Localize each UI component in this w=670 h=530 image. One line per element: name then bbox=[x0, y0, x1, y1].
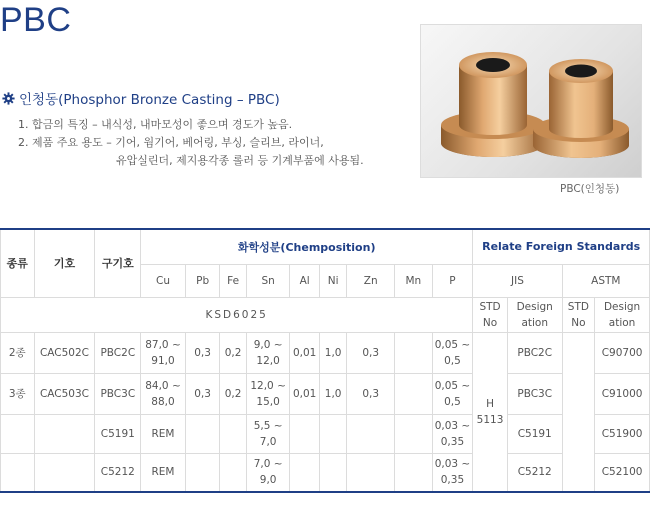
header-cu: Cu bbox=[141, 264, 186, 297]
note-2: 2. 제품 주요 용도 – 기어, 웜기어, 베어링, 부싱, 슬리브, 라이너, bbox=[18, 136, 324, 149]
header-astm: ASTM bbox=[562, 264, 649, 297]
cell-astm: C90700 bbox=[595, 332, 650, 373]
cell-al: 0,01 bbox=[290, 332, 319, 373]
header-pb: Pb bbox=[185, 264, 220, 297]
cell-type bbox=[1, 414, 35, 453]
cell-sn: 12,0 ~ 15,0 bbox=[246, 373, 290, 414]
section-heading bbox=[2, 88, 280, 108]
cell-old-symbol: C5191 bbox=[95, 414, 141, 453]
cell-symbol bbox=[34, 414, 95, 453]
cell-symbol: CAC503C bbox=[34, 373, 95, 414]
cell-jis: C5191 bbox=[507, 414, 562, 453]
cell-al bbox=[290, 453, 319, 492]
cell-zn: 0,3 bbox=[347, 373, 395, 414]
cell-p: 0,05 ~ 0,5 bbox=[432, 332, 473, 373]
cell-p: 0,03 ~ 0,35 bbox=[432, 453, 473, 492]
note-2-continued: 유압실린더, 제지용각종 롤러 등 기계부품에 사용됨. bbox=[116, 154, 364, 167]
cell-type: 2종 bbox=[1, 332, 35, 373]
cell-zn bbox=[347, 453, 395, 492]
cell-p: 0,03 ~ 0,35 bbox=[432, 414, 473, 453]
astm-std-no-header: STD No bbox=[562, 297, 595, 332]
header-jis: JIS bbox=[473, 264, 562, 297]
cell-sn: 7,0 ~ 9,0 bbox=[246, 453, 290, 492]
product-photo bbox=[420, 24, 642, 178]
cell-zn bbox=[347, 414, 395, 453]
cell-type: 3종 bbox=[1, 373, 35, 414]
header-ni: Ni bbox=[319, 264, 346, 297]
cell-mn bbox=[395, 414, 433, 453]
cell-cu: 84,0 ~ 88,0 bbox=[141, 373, 186, 414]
cell-old-symbol: PBC2C bbox=[95, 332, 141, 373]
cell-symbol: CAC502C bbox=[34, 332, 95, 373]
cell-fe bbox=[220, 453, 246, 492]
cell-cu: REM bbox=[141, 453, 186, 492]
cell-sn: 5,5 ~ 7,0 bbox=[246, 414, 290, 453]
header-zn: Zn bbox=[347, 264, 395, 297]
feature-notes bbox=[18, 116, 364, 170]
table-row bbox=[1, 332, 650, 373]
cell-zn: 0,3 bbox=[347, 332, 395, 373]
table-row bbox=[1, 373, 650, 414]
cell-ni bbox=[319, 414, 346, 453]
jis-std-no-header: STD No bbox=[473, 297, 508, 332]
standard-row bbox=[1, 297, 650, 332]
header-chemical-composition: 화학성분(Chemposition) bbox=[141, 229, 473, 264]
cell-old-symbol: C5212 bbox=[95, 453, 141, 492]
header-symbol: 기호 bbox=[34, 229, 95, 297]
cell-al: 0,01 bbox=[290, 373, 319, 414]
cell-fe: 0,2 bbox=[220, 332, 246, 373]
cell-astm: C51900 bbox=[595, 414, 650, 453]
header-al: Al bbox=[290, 264, 319, 297]
astm-std-no bbox=[562, 332, 595, 492]
cell-fe: 0,2 bbox=[220, 373, 246, 414]
astm-designation-header: Design ation bbox=[595, 297, 650, 332]
photo-caption: PBC(인청동) bbox=[560, 183, 620, 195]
cell-type bbox=[1, 453, 35, 492]
composition-table bbox=[0, 228, 650, 493]
cell-astm: C52100 bbox=[595, 453, 650, 492]
cell-mn bbox=[395, 453, 433, 492]
header-row-1 bbox=[1, 229, 650, 264]
cell-pb bbox=[185, 414, 220, 453]
cell-pb bbox=[185, 453, 220, 492]
header-fe: Fe bbox=[220, 264, 246, 297]
header-type: 종류 bbox=[1, 229, 35, 297]
cell-jis: C5212 bbox=[507, 453, 562, 492]
bronze-bushing-image bbox=[421, 25, 641, 177]
jis-std-no: H 5113 bbox=[473, 332, 508, 492]
cell-pb: 0,3 bbox=[185, 373, 220, 414]
note-1: 1. 합금의 특징 – 내식성, 내마모성이 좋으며 경도가 높음. bbox=[18, 118, 293, 131]
cell-ni: 1,0 bbox=[319, 332, 346, 373]
header-p: P bbox=[432, 264, 473, 297]
jis-designation-header: Design ation bbox=[507, 297, 562, 332]
cell-astm: C91000 bbox=[595, 373, 650, 414]
cell-ni bbox=[319, 453, 346, 492]
cell-jis: PBC3C bbox=[507, 373, 562, 414]
table-row bbox=[1, 453, 650, 492]
table-row bbox=[1, 414, 650, 453]
gear-icon bbox=[2, 92, 15, 105]
header-sn: Sn bbox=[246, 264, 290, 297]
header-foreign-standards: Relate Foreign Standards bbox=[473, 229, 650, 264]
cell-fe bbox=[220, 414, 246, 453]
cell-al bbox=[290, 414, 319, 453]
cell-mn bbox=[395, 373, 433, 414]
cell-p: 0,05 ~ 0,5 bbox=[432, 373, 473, 414]
cell-sn: 9,0 ~ 12,0 bbox=[246, 332, 290, 373]
page-title: PBC bbox=[0, 1, 72, 39]
cell-symbol bbox=[34, 453, 95, 492]
header-old-symbol: 구기호 bbox=[95, 229, 141, 297]
header-mn: Mn bbox=[395, 264, 433, 297]
cell-cu: REM bbox=[141, 414, 186, 453]
section-heading-text: 인청동(Phosphor Bronze Casting – PBC) bbox=[19, 92, 280, 108]
standard-code: KSD6025 bbox=[1, 297, 473, 332]
cell-pb: 0,3 bbox=[185, 332, 220, 373]
cell-old-symbol: PBC3C bbox=[95, 373, 141, 414]
cell-cu: 87,0 ~ 91,0 bbox=[141, 332, 186, 373]
cell-jis: PBC2C bbox=[507, 332, 562, 373]
cell-mn bbox=[395, 332, 433, 373]
cell-ni: 1,0 bbox=[319, 373, 346, 414]
